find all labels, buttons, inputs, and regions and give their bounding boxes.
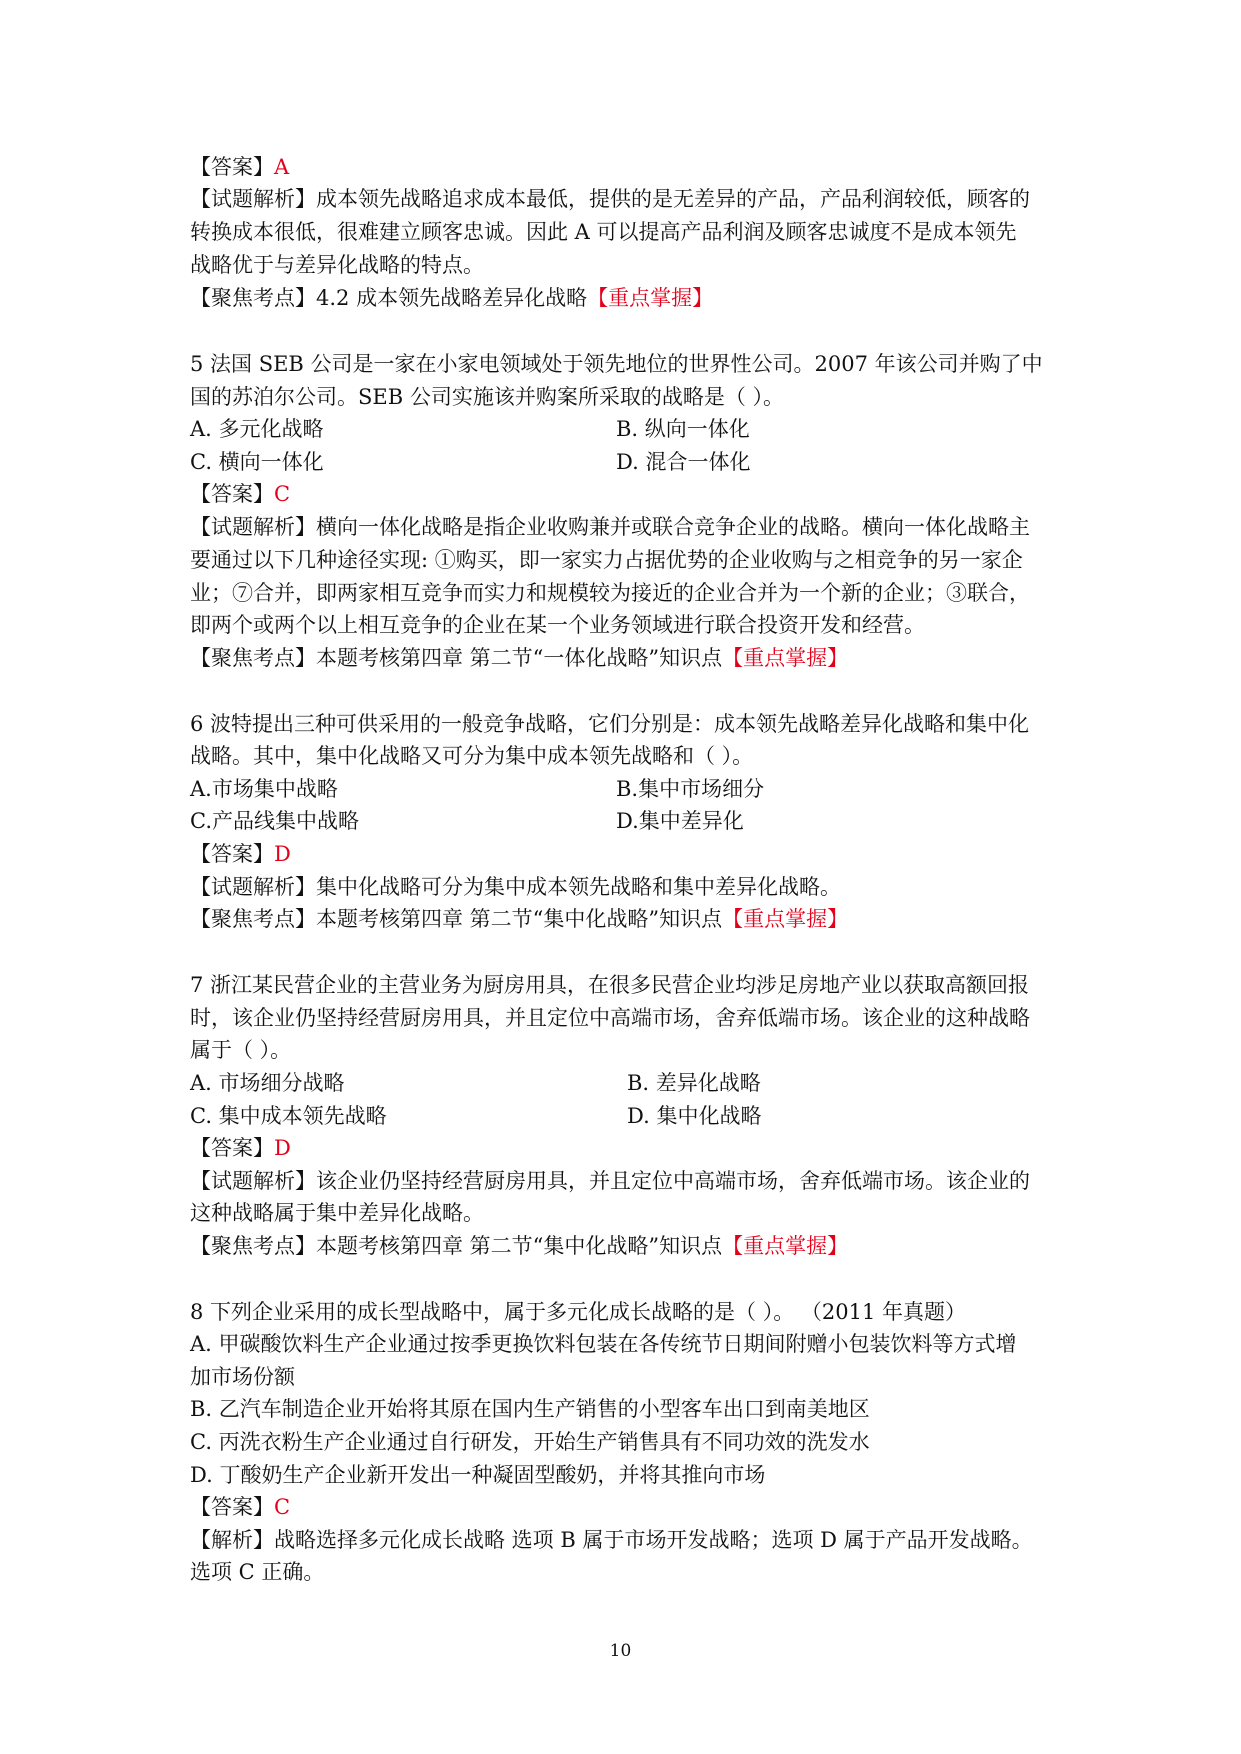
focus-line: 【聚焦考点】本题考核第四章 第二节“集中化战略”知识点【重点掌握】 <box>190 907 849 931</box>
analysis-line: 业；⑦合并，即两家相互竞争而实力和规模较为接近的企业合并为一个新的企业；③联合， <box>190 581 1030 605</box>
option-b: B. 纵向一体化 <box>616 417 750 441</box>
option-c: C.产品线集中战略 <box>190 809 359 833</box>
analysis-line: 转换成本很低，很难建立顾客忠诚。因此 A 可以提高产品利润及顾客忠诚度不是成本领先 <box>190 220 1017 244</box>
analysis-line: 战略优于与差异化战略的特点。 <box>190 253 484 277</box>
page-number: 10 <box>609 1641 632 1661</box>
focus-tag: 【重点掌握】 <box>587 286 714 310</box>
option-a-cont: 加市场份额 <box>190 1365 295 1389</box>
question-8-line: 8 下列企业采用的成长型战略中，属于多元化成长战略的是（ ）。 （2011 年真题） <box>190 1300 967 1324</box>
option-b: B.集中市场细分 <box>616 777 765 801</box>
option-d: D. 丁酸奶生产企业新开发出一种凝固型酸奶，并将其推向市场 <box>190 1463 766 1487</box>
focus-tag: 【重点掌握】 <box>722 1234 849 1258</box>
analysis-line: 【解析】战略选择多元化成长战略 选项 B 属于市场开发战略；选项 D 属于产品开发战略。 <box>190 1528 1033 1552</box>
option-c: C. 横向一体化 <box>190 450 324 474</box>
option-b: B. 差异化战略 <box>627 1071 761 1095</box>
answer-value: C <box>274 482 291 506</box>
option-a: A. 市场细分战略 <box>190 1071 345 1095</box>
analysis-line: 【试题解析】成本领先战略追求成本最低，提供的是无差异的产品，产品利润较低，顾客的 <box>190 187 1030 211</box>
focus-tag: 【重点掌握】 <box>722 646 849 670</box>
question-7-line: 7 浙江某民营企业的主营业务为厨房用具，在很多民营企业均涉足房地产业以获取高额回报 <box>190 973 1030 997</box>
option-c: C. 丙洗衣粉生产企业通过自行研发，开始生产销售具有不同功效的洗发水 <box>190 1430 870 1454</box>
analysis-line: 【试题解析】该企业仍坚持经营厨房用具，并且定位中高端市场，舍弃低端市场。该企业的 <box>190 1169 1030 1193</box>
option-b: B. 乙汽车制造企业开始将其原在国内生产销售的小型客车出口到南美地区 <box>190 1397 870 1421</box>
answer-value: A <box>274 155 290 179</box>
focus-line: 【聚焦考点】本题考核第四章 第二节“一体化战略”知识点【重点掌握】 <box>190 646 849 670</box>
analysis-line: 【试题解析】横向一体化战略是指企业收购兼并或联合竞争企业的战略。横向一体化战略主 <box>190 515 1030 539</box>
option-a: A. 多元化战略 <box>190 417 324 441</box>
answer-line: 【答案】C <box>190 482 291 506</box>
option-a: A. 甲碳酸饮料生产企业通过按季更换饮料包装在各传统节日期间附赠小包装饮料等方式增 <box>190 1332 1017 1356</box>
analysis-line: 要通过以下几种途径实现: ①购买，即一家实力占据优势的企业收购与之相竞争的另一家企 <box>190 548 1023 572</box>
analysis-line: 这种战略属于集中差异化战略。 <box>190 1201 484 1225</box>
analysis-line: 选项 C 正确。 <box>190 1560 325 1584</box>
option-d: D. 集中化战略 <box>627 1104 762 1128</box>
option-a: A.市场集中战略 <box>190 777 338 801</box>
answer-line: 【答案】A <box>190 155 290 179</box>
answer-line: 【答案】D <box>190 1136 291 1160</box>
question-7-line: 时，该企业仍坚持经营厨房用具，并且定位中高端市场，舍弃低端市场。该企业的这种战略 <box>190 1006 1030 1030</box>
analysis-line: 【试题解析】集中化战略可分为集中成本领先战略和集中差异化战略。 <box>190 875 841 899</box>
answer-value: C <box>274 1495 291 1519</box>
answer-value: D <box>274 1136 291 1160</box>
question-7-line: 属于（ ）。 <box>190 1038 292 1062</box>
focus-line: 【聚焦考点】4.2 成本领先战略差异化战略【重点掌握】 <box>190 286 714 310</box>
question-6-line: 战略。其中，集中化战略又可分为集中成本领先战略和（ ）。 <box>190 744 754 768</box>
focus-tag: 【重点掌握】 <box>722 907 849 931</box>
question-6-line: 6 波特提出三种可供采用的一般竞争战略，它们分别是：成本领先战略差异化战略和集中化 <box>190 712 1030 736</box>
option-d: D.集中差异化 <box>616 809 744 833</box>
question-5-line: 5 法国 SEB 公司是一家在小家电领域处于领先地位的世界性公司。2007 年该公司并购了中 <box>190 352 1043 376</box>
answer-line: 【答案】C <box>190 1495 291 1519</box>
question-5-line: 国的苏泊尔公司。SEB 公司实施该并购案所采取的战略是（ ）。 <box>190 385 784 409</box>
answer-line: 【答案】D <box>190 842 291 866</box>
option-d: D. 混合一体化 <box>616 450 751 474</box>
focus-line: 【聚焦考点】本题考核第四章 第二节“集中化战略”知识点【重点掌握】 <box>190 1234 849 1258</box>
analysis-line: 即两个或两个以上相互竞争的企业在某一个业务领域进行联合投资开发和经营。 <box>190 613 925 637</box>
answer-value: D <box>274 842 291 866</box>
option-c: C. 集中成本领先战略 <box>190 1104 387 1128</box>
